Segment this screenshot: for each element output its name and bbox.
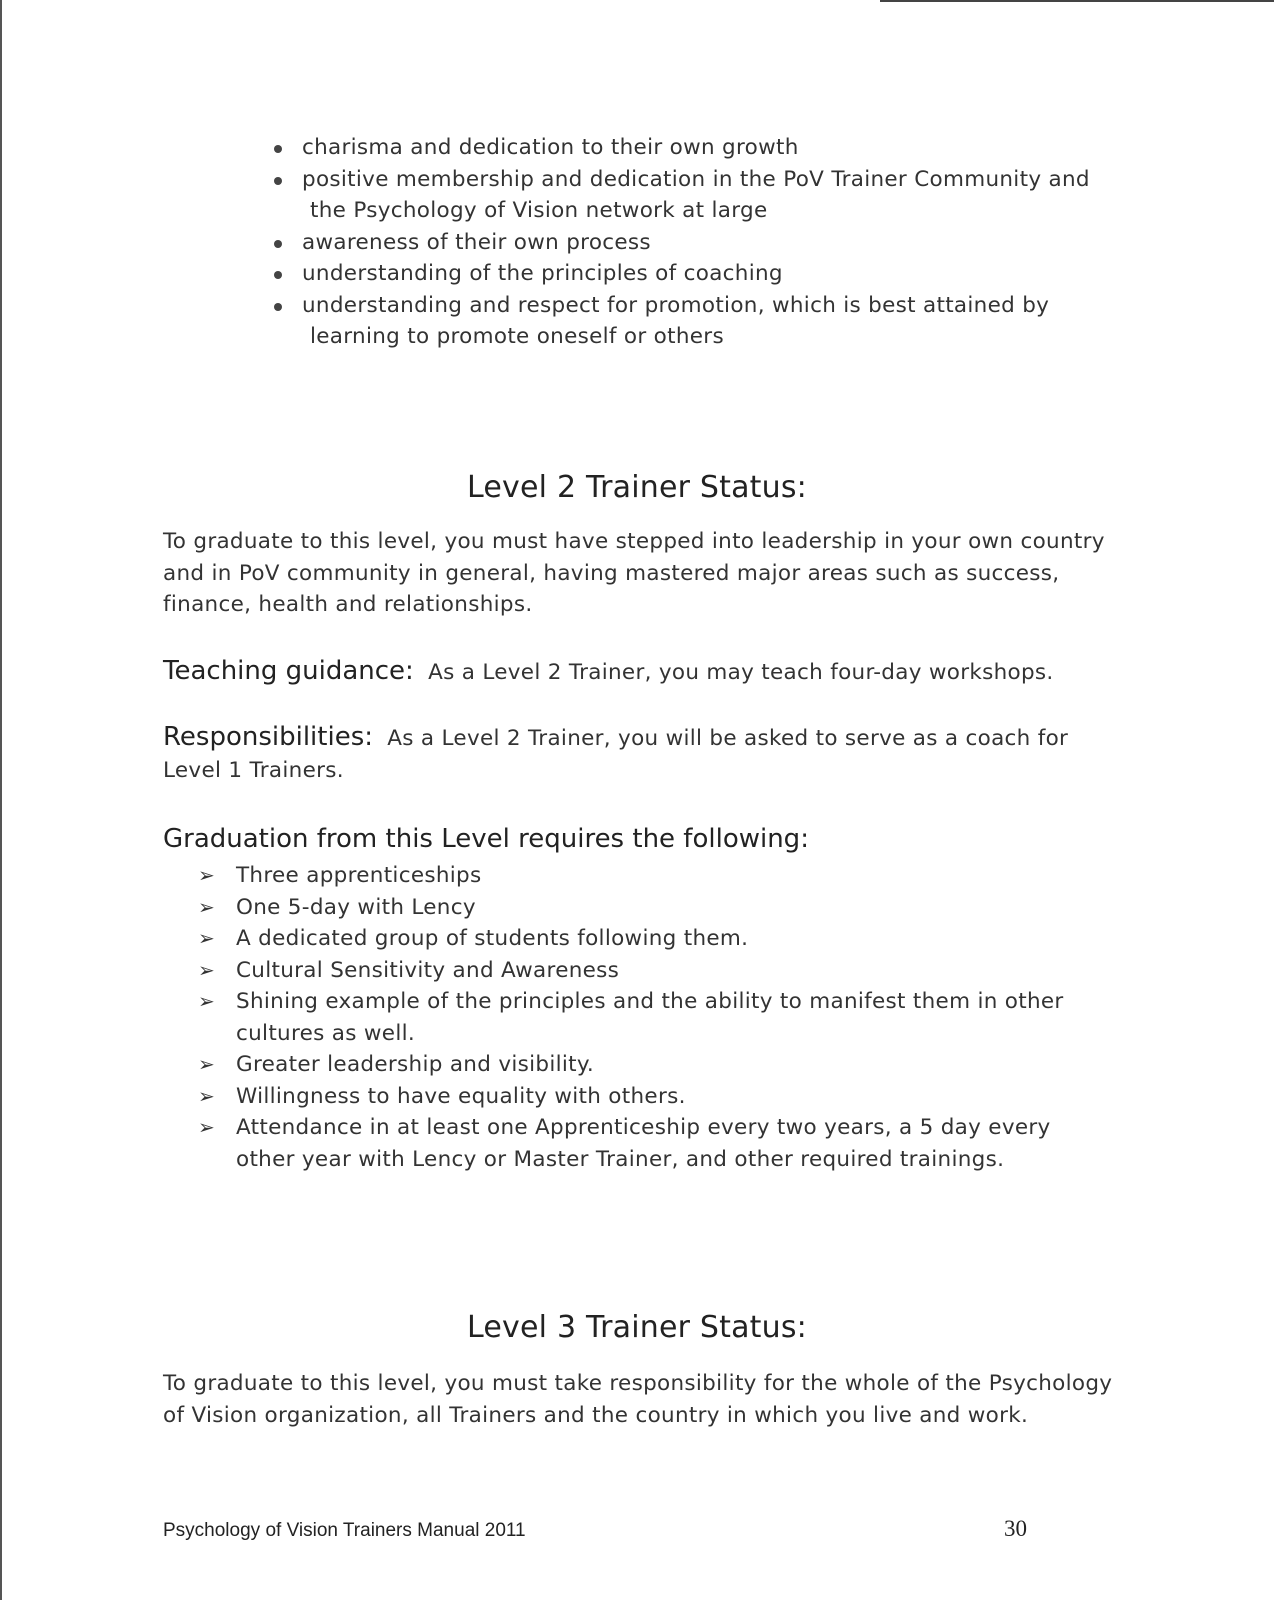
requirement-text: One 5-day with Lency: [236, 894, 476, 920]
bullet-dot-icon: [274, 177, 282, 185]
list-item: [272, 258, 1132, 290]
teaching-guidance-label: Teaching guidance:: [163, 656, 414, 686]
list-item: [196, 923, 1096, 955]
list-item: [196, 1049, 1096, 1081]
arrow-bullet-icon: ➢: [198, 863, 216, 887]
requirement-text: Willingness to have equality with others.: [236, 1083, 686, 1109]
bullet-text: understanding of the principles of coaching: [302, 261, 783, 286]
bullet-text-continued: the Psychology of Vision network at large: [310, 198, 768, 223]
list-item: [196, 1081, 1096, 1113]
footer-title: Psychology of Vision Trainers Manual 2011: [163, 1520, 526, 1541]
arrow-bullet-icon: ➢: [198, 989, 216, 1013]
requirement-text: Cultural Sensitivity and Awareness: [236, 957, 620, 983]
bullet-dot-icon: [274, 303, 282, 311]
requirement-text: A dedicated group of students following them.: [236, 926, 749, 951]
bullet-dot-icon: [274, 240, 282, 248]
teaching-guidance-text: As a Level 2 Trainer, you may teach four-day workshops.: [428, 660, 1054, 685]
level2-intro: To graduate to this level, you must have stepped into leadership in your own country and in PoV community in general, having mastered major areas such as success, finance, health and relationships.: [163, 529, 1105, 617]
level3-heading: Level 3 Trainer Status:: [467, 1310, 807, 1345]
bullet-dot-icon: [274, 271, 282, 279]
responsibilities-text: As a Level 2 Trainer, you will be asked to serve as a coach for Level 1 Trainers.: [163, 726, 1069, 783]
responsibilities-label: Responsibilities:: [163, 722, 373, 752]
requirement-text: Three apprenticeships: [236, 863, 482, 888]
arrow-bullet-icon: ➢: [198, 1083, 216, 1108]
requirements-list: [196, 860, 1096, 1175]
page-number: 30: [1004, 1516, 1027, 1541]
responsibilities: [163, 722, 1123, 786]
arrow-bullet-icon: ➢: [198, 1115, 216, 1139]
arrow-bullet-icon: ➢: [198, 1052, 216, 1076]
list-item: [196, 1112, 1096, 1175]
list-item: [272, 290, 1132, 353]
bullet-dot-icon: [274, 145, 282, 153]
level3-intro: To graduate to this level, you must take responsibility for the whole of the Psychology of Vision organization, all Trainers and the country in which you live and work.: [163, 1371, 1113, 1428]
bullet-text-continued: learning to promote oneself or others: [310, 324, 724, 349]
arrow-bullet-icon: ➢: [198, 926, 216, 950]
top-bullet-list: [272, 132, 1132, 353]
arrow-bullet-icon: ➢: [198, 957, 216, 982]
list-item: [272, 227, 1132, 259]
list-item: [196, 955, 1096, 987]
teaching-guidance: [163, 656, 1123, 689]
level2-heading: Level 2 Trainer Status:: [467, 470, 807, 505]
bullet-text: understanding and respect for promotion, which is best attained by: [302, 292, 1050, 318]
scan-edge-left: [0, 0, 2, 1600]
requirement-text: Greater leadership and visibility.: [236, 1052, 594, 1077]
bullet-text: awareness of their own process: [302, 229, 651, 255]
list-item: [272, 132, 1132, 164]
requirement-text: Attendance in at least one Apprenticeship every two years, a 5 day every other year with Lency or Master Trainer, and other required trainings.: [236, 1115, 1051, 1172]
list-item: [272, 164, 1132, 227]
graduation-heading: Graduation from this Level requires the following:: [163, 824, 809, 854]
list-item: [196, 986, 1096, 1049]
list-item: [196, 860, 1096, 892]
scan-edge-top: [880, 0, 1274, 2]
bullet-text: positive membership and dedication in the PoV Trainer Community and: [302, 166, 1090, 192]
bullet-text: charisma and dedication to their own growth: [302, 135, 799, 160]
arrow-bullet-icon: ➢: [198, 894, 216, 919]
requirement-text: Shining example of the principles and the ability to manifest them in other cultures as well.: [236, 989, 1064, 1046]
list-item: [196, 892, 1096, 924]
